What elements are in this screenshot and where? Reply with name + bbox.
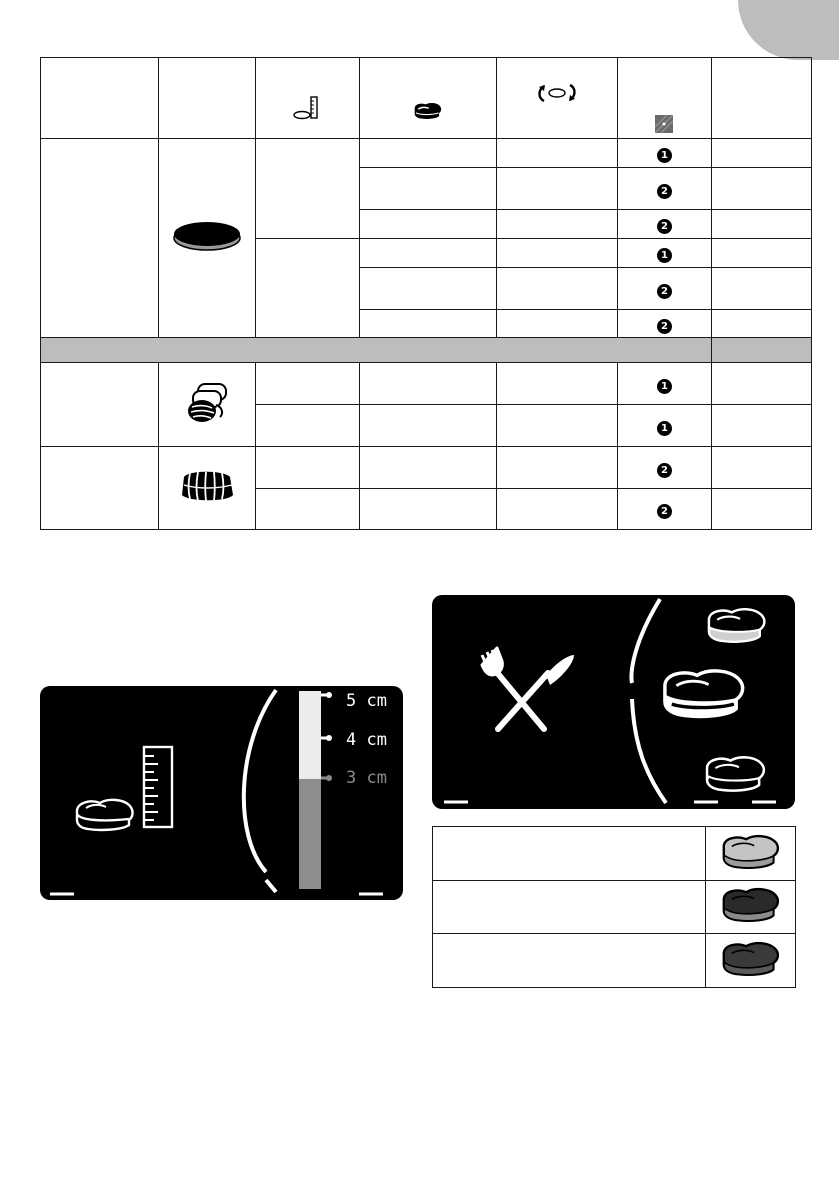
doneness-cell xyxy=(360,363,497,405)
time-cell xyxy=(712,405,812,447)
shape-cell xyxy=(159,363,256,447)
time-cell xyxy=(712,268,812,310)
table-row xyxy=(41,363,812,405)
header-cell-doneness xyxy=(360,58,497,139)
shape-cell xyxy=(159,139,256,338)
legend-label-cell xyxy=(433,881,706,934)
time-cell xyxy=(712,239,812,268)
food-cell xyxy=(41,447,159,530)
selection-arc-end xyxy=(266,880,276,892)
thickness-cell xyxy=(256,139,360,239)
program-cell xyxy=(618,268,712,310)
steak-well-done-icon xyxy=(707,757,764,790)
ruler-thickness-icon xyxy=(292,94,324,120)
table-separator-row xyxy=(41,338,812,363)
selection-arc xyxy=(631,599,660,683)
separator-time-cell xyxy=(712,338,812,363)
doneness-cell xyxy=(360,447,497,489)
doneness-cell xyxy=(360,268,497,310)
program-number-badge: 1 xyxy=(657,421,672,436)
turn-cell xyxy=(497,447,618,489)
cooking-table xyxy=(40,57,812,530)
selection-arc-lower xyxy=(632,699,666,803)
steak-icon xyxy=(413,101,443,121)
roast-icon xyxy=(178,467,236,505)
table-row xyxy=(41,139,812,168)
program-number-badge: 2 xyxy=(657,219,672,234)
time-cell xyxy=(712,447,812,489)
sliced-meat-icon xyxy=(184,381,230,425)
thickness-label-5cm: 5 cm xyxy=(346,691,387,711)
legend-label-cell xyxy=(433,934,706,988)
program-cell xyxy=(618,168,712,210)
time-cell xyxy=(712,310,812,338)
thickness-label-4cm: 4 cm xyxy=(346,730,387,750)
program-number-badge: 2 xyxy=(657,463,672,478)
program-number-badge: 2 xyxy=(657,504,672,519)
steak-medium-icon xyxy=(716,885,786,925)
doneness-legend-table xyxy=(432,826,796,988)
program-number-badge: 2 xyxy=(657,184,672,199)
ruler-icon xyxy=(144,747,172,827)
time-cell xyxy=(712,139,812,168)
program-number-badge: 1 xyxy=(657,379,672,394)
time-cell xyxy=(712,168,812,210)
steak-rare-icon xyxy=(716,832,786,872)
turn-cell xyxy=(497,210,618,239)
steak-icon xyxy=(77,800,133,830)
table-row xyxy=(41,447,812,489)
time-cell xyxy=(712,210,812,239)
turn-cell xyxy=(497,363,618,405)
turn-cell xyxy=(497,405,618,447)
program-cell xyxy=(618,405,712,447)
doneness-cell xyxy=(360,405,497,447)
turn-cell xyxy=(497,489,618,530)
program-number-badge: 2 xyxy=(657,284,672,299)
program-number-badge: 1 xyxy=(657,248,672,263)
program-cell xyxy=(618,210,712,239)
turn-cell xyxy=(497,139,618,168)
steak-well-done-icon xyxy=(716,939,786,979)
doneness-cell xyxy=(360,168,497,210)
program-cell xyxy=(618,489,712,530)
legend-row xyxy=(433,827,796,881)
doneness-display xyxy=(432,595,795,809)
program-cell xyxy=(618,447,712,489)
grill-plate-icon xyxy=(654,114,674,134)
shape-cell xyxy=(159,447,256,530)
legend-icon-cell xyxy=(706,881,796,934)
program-cell xyxy=(618,139,712,168)
doneness-cell xyxy=(360,239,497,268)
doneness-cell xyxy=(360,489,497,530)
thickness-scale-track xyxy=(299,691,321,779)
thickness-label-3cm: 3 cm xyxy=(346,768,387,788)
legend-icon-cell xyxy=(706,934,796,988)
header-cell-turn xyxy=(497,58,618,139)
legend-row xyxy=(433,881,796,934)
separator-cell xyxy=(41,338,712,363)
header-cell-time xyxy=(712,58,812,139)
page-corner-tab xyxy=(738,0,839,60)
thickness-cell xyxy=(256,239,360,338)
time-cell xyxy=(712,489,812,530)
thickness-scale-fill xyxy=(299,779,321,889)
thickness-cell xyxy=(256,447,360,489)
thickness-cell xyxy=(256,363,360,405)
turn-cell xyxy=(497,310,618,338)
legend-row xyxy=(433,934,796,988)
doneness-cell xyxy=(360,210,497,239)
program-cell xyxy=(618,239,712,268)
header-cell-shape xyxy=(159,58,256,139)
turn-cell xyxy=(497,268,618,310)
program-number-badge: 1 xyxy=(657,148,672,163)
header-cell-food xyxy=(41,58,159,139)
legend-label-cell xyxy=(433,827,706,881)
program-cell xyxy=(618,363,712,405)
header-cell-thickness xyxy=(256,58,360,139)
steak-rare-icon xyxy=(709,609,764,641)
thickness-cell xyxy=(256,489,360,530)
turn-over-icon xyxy=(536,82,578,104)
thickness-cell xyxy=(256,405,360,447)
flat-steak-icon xyxy=(171,219,243,253)
legend-icon-cell xyxy=(706,827,796,881)
program-cell xyxy=(618,310,712,338)
steak-medium-icon xyxy=(665,671,743,717)
selection-arc xyxy=(244,690,276,872)
doneness-cell xyxy=(360,139,497,168)
program-number-badge: 2 xyxy=(657,319,672,334)
food-cell xyxy=(41,363,159,447)
turn-cell xyxy=(497,168,618,210)
header-cell-program xyxy=(618,58,712,139)
table-header-row xyxy=(41,58,812,139)
turn-cell xyxy=(497,239,618,268)
time-cell xyxy=(712,363,812,405)
fork-knife-icon xyxy=(482,648,574,729)
thickness-display xyxy=(40,686,403,900)
doneness-cell xyxy=(360,310,497,338)
food-cell xyxy=(41,139,159,338)
